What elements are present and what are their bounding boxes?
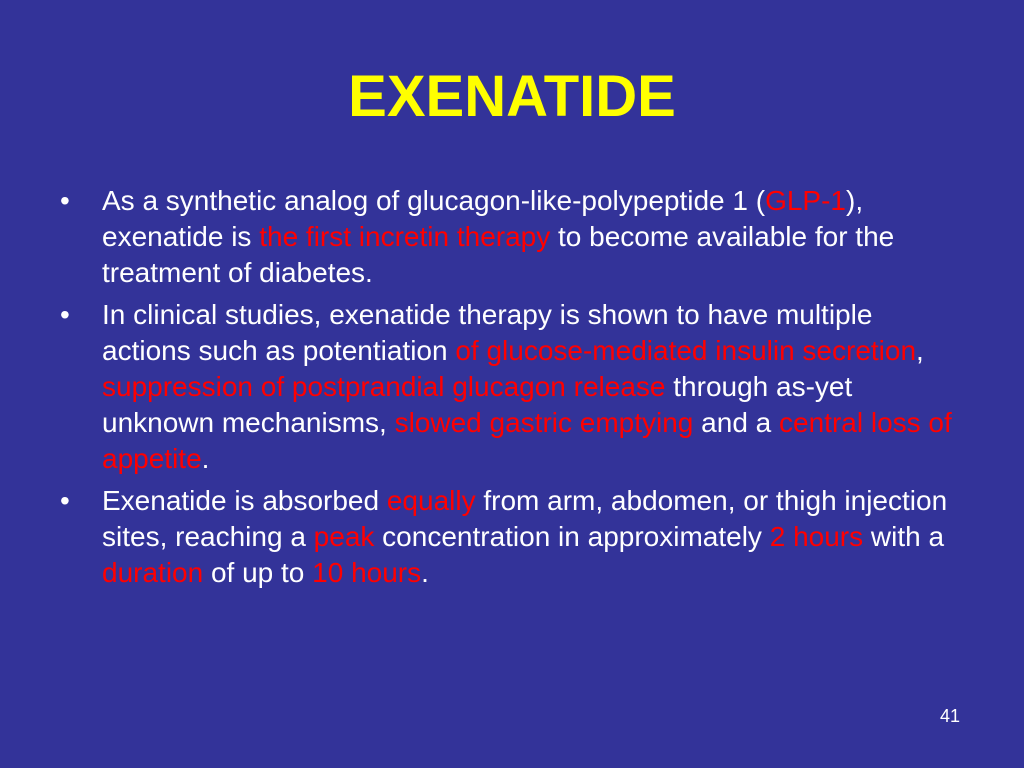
bullet-item (60, 183, 965, 291)
text-segment: . (421, 557, 429, 588)
highlighted-term: peak (313, 521, 375, 552)
text-segment: , (916, 335, 924, 366)
bullet-item (60, 297, 965, 477)
highlighted-term: equally (386, 485, 476, 516)
bullet-text (102, 485, 947, 588)
highlighted-term: slowed gastric emptying (394, 407, 694, 438)
bullet-marker: • (60, 485, 70, 516)
highlighted-term: of glucose-mediated insulin secretion (455, 335, 917, 366)
bullet-list (60, 183, 965, 597)
highlighted-term: 2 hours (769, 521, 864, 552)
bullet-text (102, 185, 894, 288)
bullet-marker: • (60, 299, 70, 330)
page-number: 41 (939, 706, 960, 726)
text-segment: of up to (203, 557, 313, 588)
bullet-item (60, 483, 965, 591)
highlighted-term: the first incretin therapy (259, 221, 551, 252)
slide-title: EXENATIDE (348, 64, 676, 129)
highlighted-term: duration (102, 557, 204, 588)
text-segment: As a synthetic analog of glucagon-like-polypeptide 1 ( (102, 185, 766, 216)
text-segment: concentration in approximately (374, 521, 770, 552)
bullet-marker: • (60, 185, 70, 216)
text-segment: Exenatide is absorbed (102, 485, 387, 516)
text-segment: and a (693, 407, 780, 438)
text-segment: through as-yet unknown mechanisms, (102, 371, 853, 438)
highlighted-term: suppression of postprandial glucagon release (102, 371, 666, 402)
text-segment: . (201, 443, 210, 474)
text-segment: to become available for the treatment of diabetes. (102, 221, 895, 288)
highlighted-term: GLP-1 (765, 185, 847, 216)
text-segment: from arm, abdomen, or thigh injection sites, reaching a (102, 485, 948, 552)
text-segment: with a (863, 521, 945, 552)
bullet-text (102, 299, 952, 474)
text-segment: ), exenatide is (102, 185, 864, 252)
text-segment: In clinical studies, exenatide therapy is shown to have multiple actions such as potentiation (102, 299, 873, 366)
highlighted-term: central loss of appetite (102, 407, 952, 474)
highlighted-term: 10 hours (312, 557, 422, 588)
